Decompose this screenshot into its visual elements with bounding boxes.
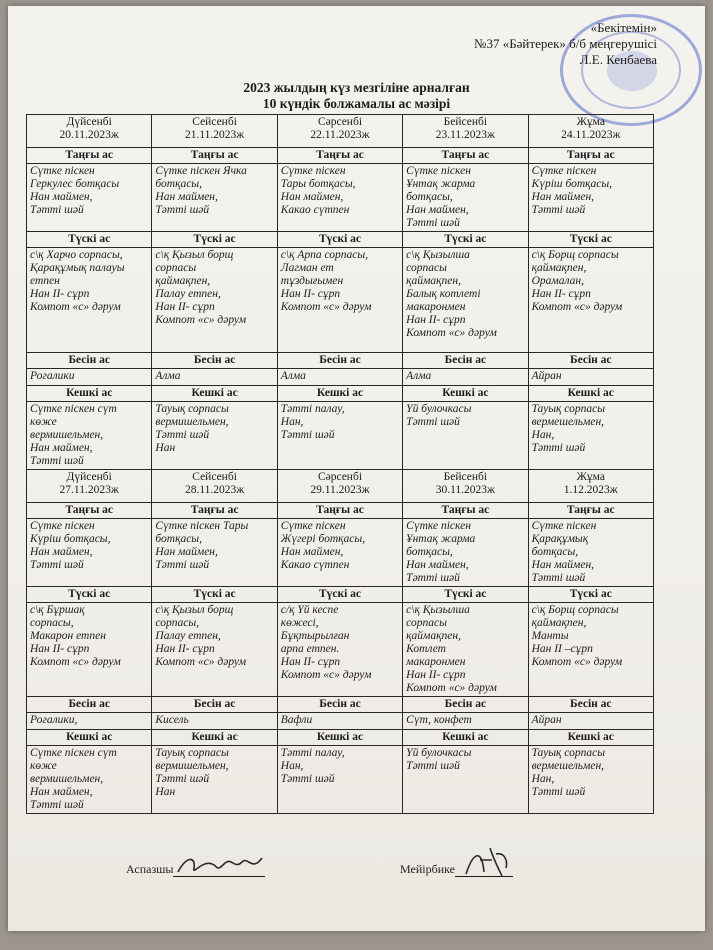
nurse-label: Мейірбике (400, 862, 455, 876)
dish-line: Компот «с» дәрум (280, 669, 372, 681)
dish-line: сорпасы, (155, 617, 199, 629)
meal-header-row (27, 386, 654, 402)
dish-line: Нан (155, 442, 176, 454)
dish-line: қаймақпен, (406, 630, 461, 642)
lunch-cell (27, 603, 152, 697)
dinner-cell (403, 746, 528, 814)
dish-line: Нан II- сұрп (30, 288, 90, 300)
menu-sheet (8, 6, 705, 931)
dish-line: с\қ Қызыл борщ (155, 604, 234, 616)
meal-content-row (27, 402, 654, 470)
meal-label: Кешкі ас (152, 386, 277, 402)
breakfast-cell (277, 519, 402, 587)
dish-line: ботқасы, (155, 178, 202, 190)
dish-line: ботқасы, (406, 546, 453, 558)
meal-label: Таңғы ас (277, 503, 402, 519)
dinner-cell (277, 746, 402, 814)
day-date: 28.11.2023ж (184, 484, 245, 496)
dish-line: с\қ Бұршақ (30, 604, 85, 616)
dish-line: Нан II- сұрп (30, 643, 90, 655)
day-name: Дүйсенбі (66, 471, 112, 483)
day-header (277, 470, 402, 503)
breakfast-cell (403, 164, 528, 232)
meal-label: Түскі ас (27, 587, 152, 603)
snack-cell: Кисель (152, 713, 277, 730)
dish-line: Компот «с» дәрум (406, 327, 497, 339)
dish-line: Тары ботқасы, (280, 178, 356, 190)
meal-label: Таңғы ас (528, 148, 653, 164)
dish-line: Компот «с» дәрум (30, 656, 121, 668)
dish-line: Бұқтырылған (280, 630, 350, 642)
dish-line: Тәтті шәй (155, 429, 210, 441)
meal-label: Түскі ас (403, 587, 528, 603)
snack-cell: Вафли (277, 713, 402, 730)
dish-line: Нан, (531, 429, 555, 441)
dish-line: Какао сүтпен (280, 559, 350, 571)
meal-header-row (27, 148, 654, 164)
dish-line: Палау етпен, (155, 288, 221, 300)
dish-line: Орамалан, (531, 275, 584, 287)
dish-line: Ұнтақ жарма (406, 178, 476, 190)
dish-line: Тәтті шәй (155, 559, 210, 571)
meal-label: Таңғы ас (152, 503, 277, 519)
day-name: Сейсенбі (192, 116, 237, 128)
dish-line: Нан II- сұрп (406, 314, 466, 326)
dish-line: с/қ Үй кеспе (280, 604, 339, 616)
dish-line: Тауық сорпасы (531, 747, 605, 759)
dish-line: Нан II- сұрп (531, 288, 591, 300)
title-line: 2023 жылдың күз мезгіліне арналған (243, 80, 470, 95)
dish-line: Какао сүтпен (280, 204, 350, 216)
dish-line: Күріш ботқасы, (30, 533, 111, 545)
meal-label: Кешкі ас (277, 730, 402, 746)
lunch-cell (152, 603, 277, 697)
day-name: Сейсенбі (192, 471, 237, 483)
day-name: Бейсенбі (443, 471, 488, 483)
meal-header-row (27, 730, 654, 746)
dish-line: вермишельмен, (30, 773, 104, 785)
lunch-cell (528, 248, 653, 353)
dinner-cell (528, 746, 653, 814)
dish-line: Нан II- сұрп (155, 643, 215, 655)
dish-line: Сүтке піскен (30, 165, 95, 177)
dish-line: Тәтті шәй (30, 799, 84, 811)
meal-label: Таңғы ас (403, 148, 528, 164)
meal-label: Бесін ас (528, 353, 653, 369)
dish-line: вермешельмен, (531, 416, 605, 428)
cook-signature-icon (172, 850, 272, 880)
meal-label: Таңғы ас (528, 503, 653, 519)
dish-line: Ұнтақ жарма (406, 533, 476, 545)
meal-label: Кешкі ас (27, 730, 152, 746)
dish-line: Үй булочкасы (406, 403, 472, 415)
breakfast-cell (528, 519, 653, 587)
dish-line: с\қ Харчо сорпасы, (30, 249, 123, 261)
dish-line: Тауық сорпасы (531, 403, 605, 415)
day-header-row (27, 115, 654, 148)
dish-line: Тәтті шәй (30, 559, 84, 571)
nurse-signature-icon (462, 846, 514, 880)
dish-line: вермишельмен, (155, 416, 229, 428)
dish-line: Сүтке піскен (280, 520, 346, 532)
dish-line: Тәтті шәй (406, 760, 460, 772)
approval-block (474, 20, 657, 68)
dish-line: Сүтке піскен сүт (30, 747, 117, 759)
dish-line: көжесі, (280, 617, 319, 629)
dish-line: Нан II- сұрп (155, 301, 215, 313)
snack-cell: Айран (528, 369, 653, 386)
meal-content-row (27, 248, 654, 353)
dish-line: Үй булочкасы (406, 747, 472, 759)
dish-line: с\қ Қызылша (406, 604, 470, 616)
dish-line: с\қ Борщ сорпасы (531, 249, 619, 261)
day-name: Дүйсенбі (66, 116, 112, 128)
dish-line: вермишельмен, (155, 760, 229, 772)
day-name: Жұма (576, 116, 605, 128)
meal-content-row (27, 713, 654, 730)
breakfast-cell (528, 164, 653, 232)
dish-line: Тәтті шәй (531, 204, 586, 216)
dinner-cell (27, 746, 152, 814)
dish-line: с\қ Борщ сорпасы (531, 604, 619, 616)
dish-line: с\қ Арпа сорпасы, (280, 249, 369, 261)
dish-line: Манты (531, 630, 569, 642)
meal-label: Таңғы ас (403, 503, 528, 519)
day-name: Жұма (576, 471, 605, 483)
day-name: Бейсенбі (443, 116, 488, 128)
dish-line: Тәтті шәй (155, 204, 210, 216)
dish-line: Тәтті шәй (531, 442, 586, 454)
dish-line: Макарон етпен (30, 630, 106, 642)
dish-line: с\қ Қызылша (406, 249, 470, 261)
day-header (403, 115, 528, 148)
dish-line: Балық котлеті (406, 288, 481, 300)
meal-label: Кешкі ас (528, 730, 653, 746)
approval-line: «Бекітемін» (590, 20, 657, 35)
approval-line: Л.Е. Кенбаева (579, 52, 657, 67)
meal-header-row (27, 353, 654, 369)
meal-label: Түскі ас (277, 587, 402, 603)
document-title (8, 80, 705, 112)
meal-label: Бесін ас (152, 697, 277, 713)
meal-label: Түскі ас (277, 232, 402, 248)
meal-label: Таңғы ас (27, 148, 152, 164)
dish-line: Сүтке піскен сүт (30, 403, 117, 415)
cook-label: Аспазшы (126, 862, 174, 876)
dish-line: Тәтті шәй (30, 204, 84, 216)
dish-line: Нан II- сұрп (280, 288, 341, 300)
day-date: 23.11.2023ж (435, 129, 495, 141)
meal-label: Таңғы ас (152, 148, 277, 164)
dish-line: Палау етпен, (155, 630, 221, 642)
dish-line: қаймақпен, (406, 275, 461, 287)
dish-line: Тәтті палау, (280, 747, 345, 759)
meal-label: Түскі ас (528, 232, 653, 248)
dish-line: Жүгері ботқасы, (280, 533, 366, 545)
dish-line: Тәтті шәй (531, 786, 586, 798)
dish-line: Тәтті шәй (406, 572, 460, 584)
day-header (277, 115, 402, 148)
dish-line: Нан маймен, (30, 191, 93, 203)
day-name: Сәрсенбі (317, 116, 363, 128)
dish-line: Компот «с» дәрум (406, 682, 497, 694)
breakfast-cell (152, 519, 277, 587)
dish-line: макаронмен (406, 656, 466, 668)
day-header (528, 115, 653, 148)
day-date: 27.11.2023ж (59, 484, 119, 496)
dish-line: с\қ Қызыл борщ (155, 249, 234, 261)
lunch-cell (403, 603, 528, 697)
day-date: 22.11.2023ж (310, 129, 370, 141)
dish-line: Нан, (280, 760, 304, 772)
meal-label: Кешкі ас (27, 386, 152, 402)
dish-line: Тәтті шәй (406, 416, 460, 428)
dish-line: Компот «с» дәрум (531, 301, 623, 313)
dish-line: қаймақпен, (155, 275, 211, 287)
meal-content-row (27, 746, 654, 814)
dish-line: ботқасы, (406, 191, 453, 203)
dinner-cell (27, 402, 152, 470)
dish-line: Нан маймен, (280, 546, 344, 558)
dish-line: Нан маймен, (155, 191, 218, 203)
meal-label: Бесін ас (152, 353, 277, 369)
meal-content-row (27, 519, 654, 587)
dinner-cell (528, 402, 653, 470)
dish-line: Сүтке піскен (531, 165, 597, 177)
snack-cell: Алма (152, 369, 277, 386)
day-date: 20.11.2023ж (59, 129, 119, 141)
dish-line: Тәтті шәй (406, 217, 460, 229)
dish-line: ботқасы, (155, 533, 202, 545)
breakfast-cell (403, 519, 528, 587)
dish-line: сорпасы (406, 262, 447, 274)
day-header (27, 470, 152, 503)
meal-label: Бесін ас (403, 353, 528, 369)
dish-line: қаймақпен, (531, 617, 587, 629)
day-date: 30.11.2023ж (435, 484, 495, 496)
day-header (403, 470, 528, 503)
meal-label: Бесін ас (27, 353, 152, 369)
dish-line: арпа етпен. (280, 643, 340, 655)
dish-line: Тауық сорпасы (155, 747, 229, 759)
day-date: 24.11.2023ж (561, 129, 621, 141)
dish-line: Нан II- сұрп (280, 656, 341, 668)
dinner-cell (152, 746, 277, 814)
dish-line: көже (30, 416, 57, 428)
snack-cell: Алма (277, 369, 402, 386)
lunch-cell (152, 248, 277, 353)
dish-line: етпен (30, 275, 60, 287)
dish-line: Нан маймен, (406, 559, 469, 571)
meal-header-row (27, 697, 654, 713)
dish-line: Тауық сорпасы (155, 403, 229, 415)
day-date: 1.12.2023ж (563, 484, 618, 496)
dish-line: Тәтті шәй (280, 773, 335, 785)
dish-line: Котлет (406, 643, 446, 655)
dish-line: Сүтке піскен (280, 165, 346, 177)
dish-line: Тәтті шәй (155, 773, 210, 785)
dish-line: сорпасы (155, 262, 197, 274)
dish-line: Нан, (531, 773, 555, 785)
lunch-cell (528, 603, 653, 697)
dish-line: Сүтке піскен Тары (155, 520, 249, 532)
dish-line: Тәтті шәй (30, 455, 84, 467)
dish-line: Нан, (280, 416, 304, 428)
dish-line: тұздығымен (280, 275, 344, 287)
day-date: 21.11.2023ж (184, 129, 245, 141)
dish-line: Компот «с» дәрум (155, 656, 247, 668)
dish-line: Нан маймен, (531, 191, 595, 203)
meal-label: Түскі ас (152, 232, 277, 248)
meal-content-row (27, 603, 654, 697)
lunch-cell (403, 248, 528, 353)
dish-line: Компот «с» дәрум (30, 301, 121, 313)
meal-label: Кешкі ас (152, 730, 277, 746)
dish-line: Қарақұмық (531, 533, 589, 545)
dish-line: Нан (155, 786, 176, 798)
dish-line: сорпасы (406, 617, 447, 629)
dish-line: Нан маймен, (531, 559, 595, 571)
meal-label: Түскі ас (27, 232, 152, 248)
day-header (27, 115, 152, 148)
meal-label: Кешкі ас (277, 386, 402, 402)
meal-header-row (27, 232, 654, 248)
lunch-cell (277, 248, 402, 353)
breakfast-cell (27, 164, 152, 232)
dish-line: Нан маймен, (30, 786, 93, 798)
dish-line: вермешельмен, (531, 760, 605, 772)
dish-line: Сүтке піскен (406, 165, 471, 177)
dish-line: вермишельмен, (30, 429, 104, 441)
dish-line: Сүтке піскен Ячка (155, 165, 247, 177)
dish-line: Нан маймен, (406, 204, 469, 216)
dinner-cell (152, 402, 277, 470)
meal-label: Бесін ас (403, 697, 528, 713)
day-header (152, 115, 277, 148)
menu-table (26, 114, 654, 814)
dish-line: Компот «с» дәрум (280, 301, 372, 313)
dish-line: Тәтті шәй (531, 572, 586, 584)
meal-header-row (27, 503, 654, 519)
dish-line: Сүтке піскен (406, 520, 471, 532)
dish-line: қаймақпен, (531, 262, 587, 274)
snack-cell: Айран (528, 713, 653, 730)
breakfast-cell (27, 519, 152, 587)
breakfast-cell (277, 164, 402, 232)
dish-line: Сүтке піскен (531, 520, 597, 532)
meal-label: Түскі ас (528, 587, 653, 603)
day-header (152, 470, 277, 503)
dinner-cell (277, 402, 402, 470)
lunch-cell (277, 603, 402, 697)
dish-line: сорпасы, (30, 617, 74, 629)
meal-header-row (27, 587, 654, 603)
day-name: Сәрсенбі (317, 471, 363, 483)
meal-label: Түскі ас (152, 587, 277, 603)
meal-label: Бесін ас (277, 697, 402, 713)
dish-line: Сүтке піскен (30, 520, 95, 532)
snack-cell: Алма (403, 369, 528, 386)
snack-cell: Рогалики (27, 369, 152, 386)
day-header-row (27, 470, 654, 503)
day-header (528, 470, 653, 503)
dish-line: Күріш ботқасы, (531, 178, 613, 190)
meal-label: Бесін ас (27, 697, 152, 713)
dish-line: Тәтті шәй (280, 429, 335, 441)
meal-label: Бесін ас (528, 697, 653, 713)
meal-content-row (27, 369, 654, 386)
dish-line: Нан маймен, (30, 546, 93, 558)
approval-line: №37 «Бәйтерек» б/б меңгерушісі (474, 36, 657, 51)
meal-content-row (27, 164, 654, 232)
snack-cell: Рогалики, (27, 713, 152, 730)
meal-label: Таңғы ас (277, 148, 402, 164)
meal-label: Кешкі ас (528, 386, 653, 402)
dish-line: Компот «с» дәрум (155, 314, 247, 326)
dish-line: Нан II –сұрп (531, 643, 593, 655)
dish-line: Компот «с» дәрум (531, 656, 623, 668)
dish-line: Геркулес ботқасы (30, 178, 120, 190)
lunch-cell (27, 248, 152, 353)
dish-line: Нан II- сұрп (406, 669, 466, 681)
meal-label: Түскі ас (403, 232, 528, 248)
dish-line: макаронмен (406, 301, 466, 313)
breakfast-cell (152, 164, 277, 232)
dish-line: Лагман ет (280, 262, 334, 274)
dinner-cell (403, 402, 528, 470)
dish-line: Тәтті палау, (280, 403, 345, 415)
dish-line: Нан маймен, (155, 546, 218, 558)
meal-label: Таңғы ас (27, 503, 152, 519)
dish-line: көже (30, 760, 57, 772)
snack-cell: Сүт, конфет (403, 713, 528, 730)
dish-line: Нан маймен, (30, 442, 93, 454)
dish-line: ботқасы, (531, 546, 579, 558)
dish-line: Нан маймен, (280, 191, 344, 203)
meal-label: Кешкі ас (403, 730, 528, 746)
title-line: 10 күндік болжамалы ас мәзірі (262, 96, 451, 111)
day-date: 29.11.2023ж (310, 484, 370, 496)
meal-label: Кешкі ас (403, 386, 528, 402)
meal-label: Бесін ас (277, 353, 402, 369)
dish-line: Қарақұмық палауы (30, 262, 125, 274)
